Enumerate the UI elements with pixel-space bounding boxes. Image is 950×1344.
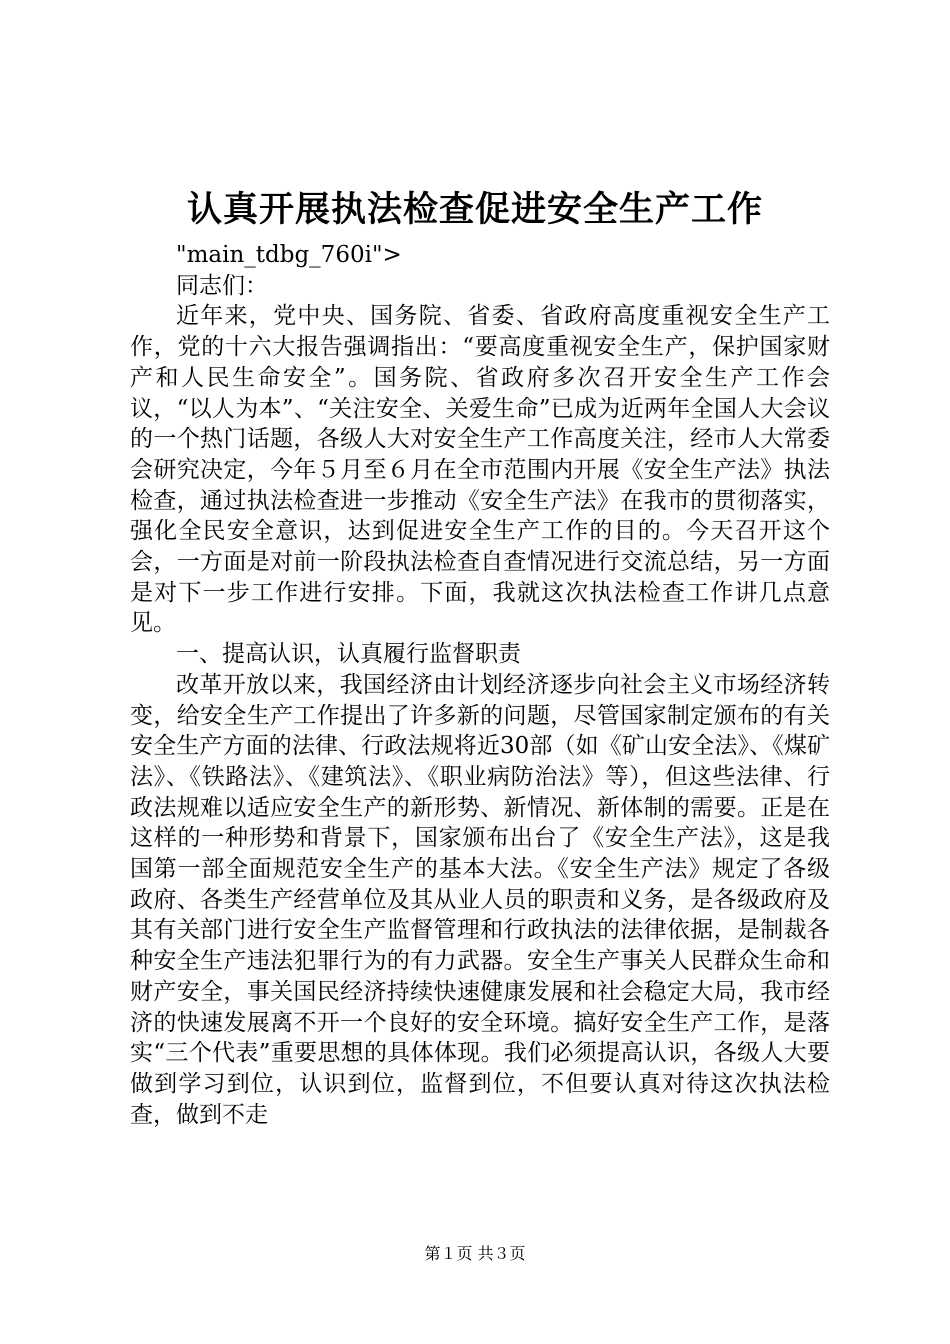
body-paragraph: 近年来，党中央、国务院、省委、省政府高度重视安全生产工作，党的十六大报告强调指出：“要高度重视安全生产，保护国家财产和人民生命安全”。国务院、省政府多次召开安全生产工作会议，“以人为本”、“关注安全、关爱生命”已成为近两年全国人大会议的一个热门话题，各级人大对安全生产工作高度关注，经市人大常委会研究决定，今年５月至６月在全市范围内开展《安全生产法》执法检查，通过执法检查进一步推动《安全生产法》在我市的贯彻落实，强化全民安全意识，达到促进安全生产工作的目的。今天召开这个会，一方面是对前一阶段执法检查自查情况进行交流总结，另一方面是对下一步工作进行安排。下面，我就这次执法检查工作讲几点意见。 [130, 303, 830, 637]
page-footer: 第１页 共３页 [424, 1244, 526, 1263]
body-paragraph: 改革开放以来，我国经济由计划经济逐步向社会主义市场经济转变，给安全生产工作提出了许多新的问题，尽管国家制定颁布的有关安全生产方面的法律、行政法规将近30部（如《矿山安全法》、《煤矿法》、《铁路法》、《建筑法》、《职业病防治法》等），但这些法律、行政法规难以适应安全生产的新形势、新情况、新体制的需要。正是在这样的一种形势和背景下，国家颁布出台了《安全生产法》，这是我国第一部全面规范安全生产的基本大法。《安全生产法》规定了各级政府、各类生产经营单位及其从业人员的职责和义务，是各级政府及其有关部门进行安全生产监督管理和行政执法的法律依据，是制裁各种安全生产违法犯罪行为的有力武器。安全生产事关人民群众生命和财产安全，事关国民经济持续快速健康发展和社会稳定大局，我市经济的快速发展离不开一个良好的安全环境。搞好安全生产工作，是落实“三个代表”重要思想的具体体现。我们必须提高认识，各级人大要做到学习到位，认识到位，监督到位，不但要认真对待这次执法检查，做到不走 [130, 671, 830, 1128]
document-body [130, 240, 830, 1130]
document-title: 认真开展执法检查促进安全生产工作 [186, 189, 763, 230]
section-heading: 一、提高认识，认真履行监督职责 [176, 641, 521, 668]
salutation: 同志们： [176, 272, 268, 299]
body-paragraph: "main_tdbg_760i"> [176, 242, 402, 268]
